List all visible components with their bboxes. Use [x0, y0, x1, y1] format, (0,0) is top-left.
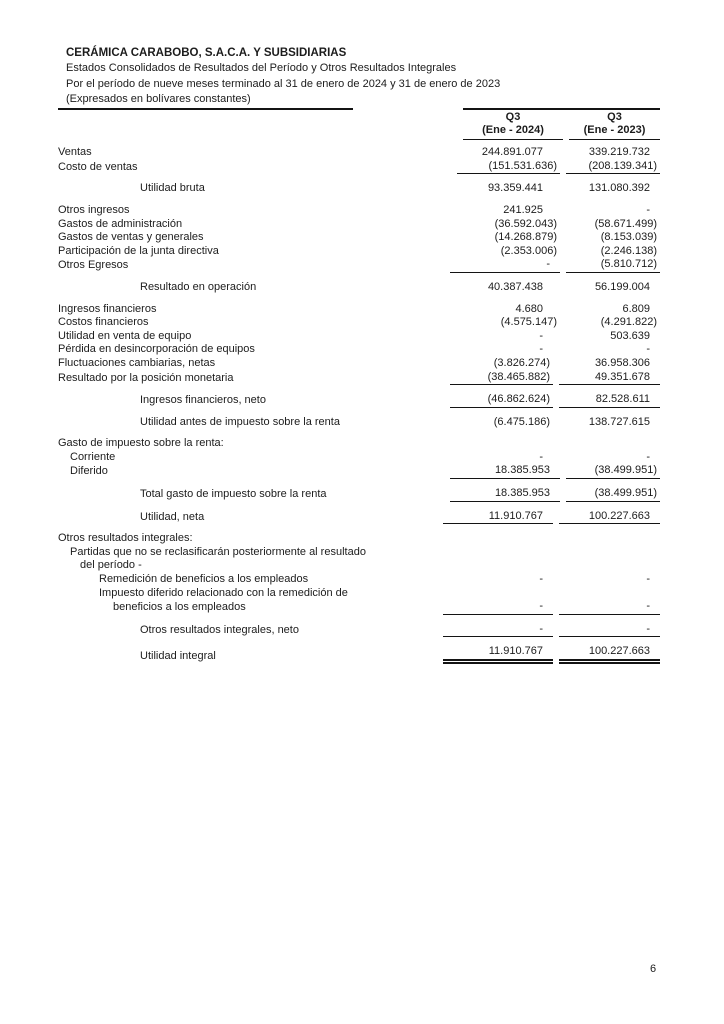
row-value-2023: (8.153.039) — [600, 231, 657, 244]
statement-row — [58, 182, 660, 196]
row-value-2023: - — [646, 343, 650, 356]
statement-row — [58, 281, 660, 295]
statement-row — [58, 231, 660, 245]
header-rule-left — [58, 108, 353, 140]
row-label: Resultado en operación — [140, 280, 257, 293]
row-value-2024: - — [539, 329, 543, 342]
period-line: Por el período de nueve meses terminado al 31 de enero de 2024 y 31 de enero de 2023 — [66, 77, 501, 90]
row-value-2023: - — [646, 573, 650, 586]
row-label: Otros ingresos — [58, 203, 130, 216]
row-value-2023: - — [559, 600, 660, 615]
statement-row — [58, 258, 660, 273]
row-value-2023: 82.528.611 — [559, 393, 660, 408]
row-label: Gastos de administración — [58, 217, 183, 230]
statement-row — [58, 532, 660, 546]
row-value-2024: (4.575.147) — [500, 316, 557, 329]
row-value-2023: 131.080.392 — [588, 182, 650, 195]
row-value-2023: (38.499.951) — [566, 487, 660, 502]
row-value-2024: (6.475.186) — [493, 415, 550, 428]
row-value-2024: 18.385.953 — [450, 487, 560, 502]
row-value-2023: - — [646, 450, 650, 463]
statement-row — [58, 160, 660, 175]
statement-row — [58, 416, 660, 430]
row-value-2023: 49.351.678 — [559, 371, 660, 386]
row-value-2024: 93.359.441 — [487, 182, 543, 195]
row-label: Remedición de beneficios a los empleados — [99, 573, 309, 586]
row-value-2023: - — [646, 203, 650, 216]
row-value-2024: 18.385.953 — [450, 464, 560, 479]
row-value-2024: (2.353.006) — [500, 244, 557, 257]
row-value-2023: 339.219.732 — [588, 146, 650, 159]
statement-title: Estados Consolidados de Resultados del Período y Otros Resultados Integrales — [66, 62, 457, 75]
column-quarter-2024: Q3 — [505, 111, 521, 124]
row-value-2024: - — [443, 600, 553, 615]
statement-row — [58, 487, 660, 502]
statement-row — [58, 393, 660, 408]
statement-row — [58, 371, 660, 386]
row-value-2023: 138.727.615 — [588, 415, 650, 428]
row-label: Costos financieros — [58, 316, 149, 329]
statement-row — [58, 218, 660, 232]
statement-row — [58, 303, 660, 317]
row-value-2024: - — [539, 573, 543, 586]
row-label: Participación de la junta directiva — [58, 244, 219, 257]
row-value-2023: 56.199.004 — [594, 280, 650, 293]
row-value-2024: - — [450, 258, 560, 273]
row-label: beneficios a los empleados — [113, 601, 246, 614]
row-label: Partidas que no se reclasificarán posteriormente al resultado — [70, 545, 366, 558]
row-label: Otros resultados integrales: — [58, 532, 193, 545]
row-label: Otros resultados integrales, neto — [140, 623, 299, 636]
column-quarter-2023: Q3 — [607, 111, 622, 124]
statement-row — [58, 316, 660, 330]
statement-row — [58, 245, 660, 259]
row-label: Fluctuaciones cambiarias, netas — [58, 356, 216, 369]
statement-row — [58, 330, 660, 344]
row-label: Utilidad bruta — [140, 182, 205, 195]
row-value-2023: 100.227.663 — [559, 510, 660, 525]
header-spacer — [353, 108, 463, 140]
row-label: Impuesto diferido relacionado con la remedición de — [99, 586, 348, 599]
currency-note: (Expresados en bolívares constantes) — [66, 92, 251, 105]
row-label: Gasto de impuesto sobre la renta: — [58, 437, 224, 450]
row-value-2023: (5.810.712) — [566, 258, 660, 273]
row-value-2024: - — [539, 450, 543, 463]
header-columns — [463, 108, 660, 140]
row-label: Ingresos financieros, neto — [140, 394, 266, 407]
row-value-2023: (38.499.951) — [566, 464, 660, 479]
statement-row — [58, 343, 660, 357]
row-value-2023: (58.671.499) — [594, 217, 657, 230]
statement-row — [58, 645, 660, 664]
row-value-2024: 244.891.077 — [481, 146, 543, 159]
row-value-2024: - — [443, 623, 553, 638]
row-value-2023: 503.639 — [610, 329, 650, 342]
row-value-2024: (46.862.624) — [450, 393, 553, 408]
row-value-2024: (38.465.882) — [450, 371, 553, 386]
row-label: Diferido — [70, 465, 108, 478]
statement-row — [58, 146, 660, 160]
row-label: Resultado por la posición monetaria — [58, 371, 234, 384]
row-value-2024: 11.910.767 — [443, 645, 553, 664]
row-label: Utilidad integral — [140, 650, 216, 663]
row-label: Otros Egresos — [58, 259, 129, 272]
row-value-2024: (3.826.274) — [493, 356, 550, 369]
row-value-2023: - — [559, 623, 660, 638]
row-value-2023: (208.139.341) — [566, 160, 660, 175]
statement-row — [58, 510, 660, 525]
row-label: Gastos de ventas y generales — [58, 231, 204, 244]
row-value-2024: 40.387.438 — [487, 280, 543, 293]
column-header-row — [58, 108, 660, 140]
row-value-2023: 36.958.306 — [594, 356, 650, 369]
statement-row — [58, 600, 660, 615]
column-header-2023 — [569, 111, 660, 140]
statement-rows — [58, 146, 660, 664]
column-period-2023: (Ene - 2023) — [569, 124, 660, 140]
row-label: Ingresos financieros — [58, 302, 157, 315]
row-label: del período - — [80, 559, 142, 572]
page-number: 6 — [650, 963, 657, 975]
statement-row — [58, 587, 660, 601]
row-label: Corriente — [70, 450, 116, 463]
statement-row — [58, 437, 660, 451]
row-label: Pérdida en desincorporación de equipos — [58, 343, 255, 356]
row-label: Utilidad en venta de equipo — [58, 329, 192, 342]
row-value-2024: (14.268.879) — [494, 231, 557, 244]
statement-row — [58, 573, 660, 587]
row-label: Utilidad, neta — [140, 510, 205, 523]
row-label: Ventas — [58, 146, 92, 159]
company-name: CERÁMICA CARABOBO, S.A.C.A. Y SUBSIDIARIAS — [66, 47, 347, 59]
row-label: Total gasto de impuesto sobre la renta — [140, 488, 327, 501]
row-value-2023: (2.246.138) — [600, 244, 657, 257]
row-value-2024: 241.925 — [503, 203, 543, 216]
row-value-2024: (36.592.043) — [494, 217, 557, 230]
column-header-2024 — [463, 111, 563, 140]
row-value-2023: 100.227.663 — [559, 645, 660, 664]
statement-row — [58, 623, 660, 638]
statement-row — [58, 204, 660, 218]
row-label: Utilidad antes de impuesto sobre la renta — [140, 415, 340, 428]
statement-row — [58, 357, 660, 371]
statement-row — [58, 451, 660, 465]
row-value-2024: (151.531.636) — [457, 160, 560, 175]
statement-row — [58, 546, 660, 560]
statement-row — [58, 464, 660, 479]
row-value-2024: 11.910.767 — [443, 510, 553, 525]
column-period-2024: (Ene - 2024) — [463, 124, 563, 140]
statement-content — [58, 46, 660, 664]
row-value-2023: 6.809 — [622, 302, 650, 315]
row-value-2023: (4.291.822) — [600, 316, 657, 329]
statement-row — [58, 559, 660, 573]
row-value-2024: - — [539, 343, 543, 356]
row-value-2024: 4.680 — [515, 302, 543, 315]
row-label: Costo de ventas — [58, 160, 138, 173]
